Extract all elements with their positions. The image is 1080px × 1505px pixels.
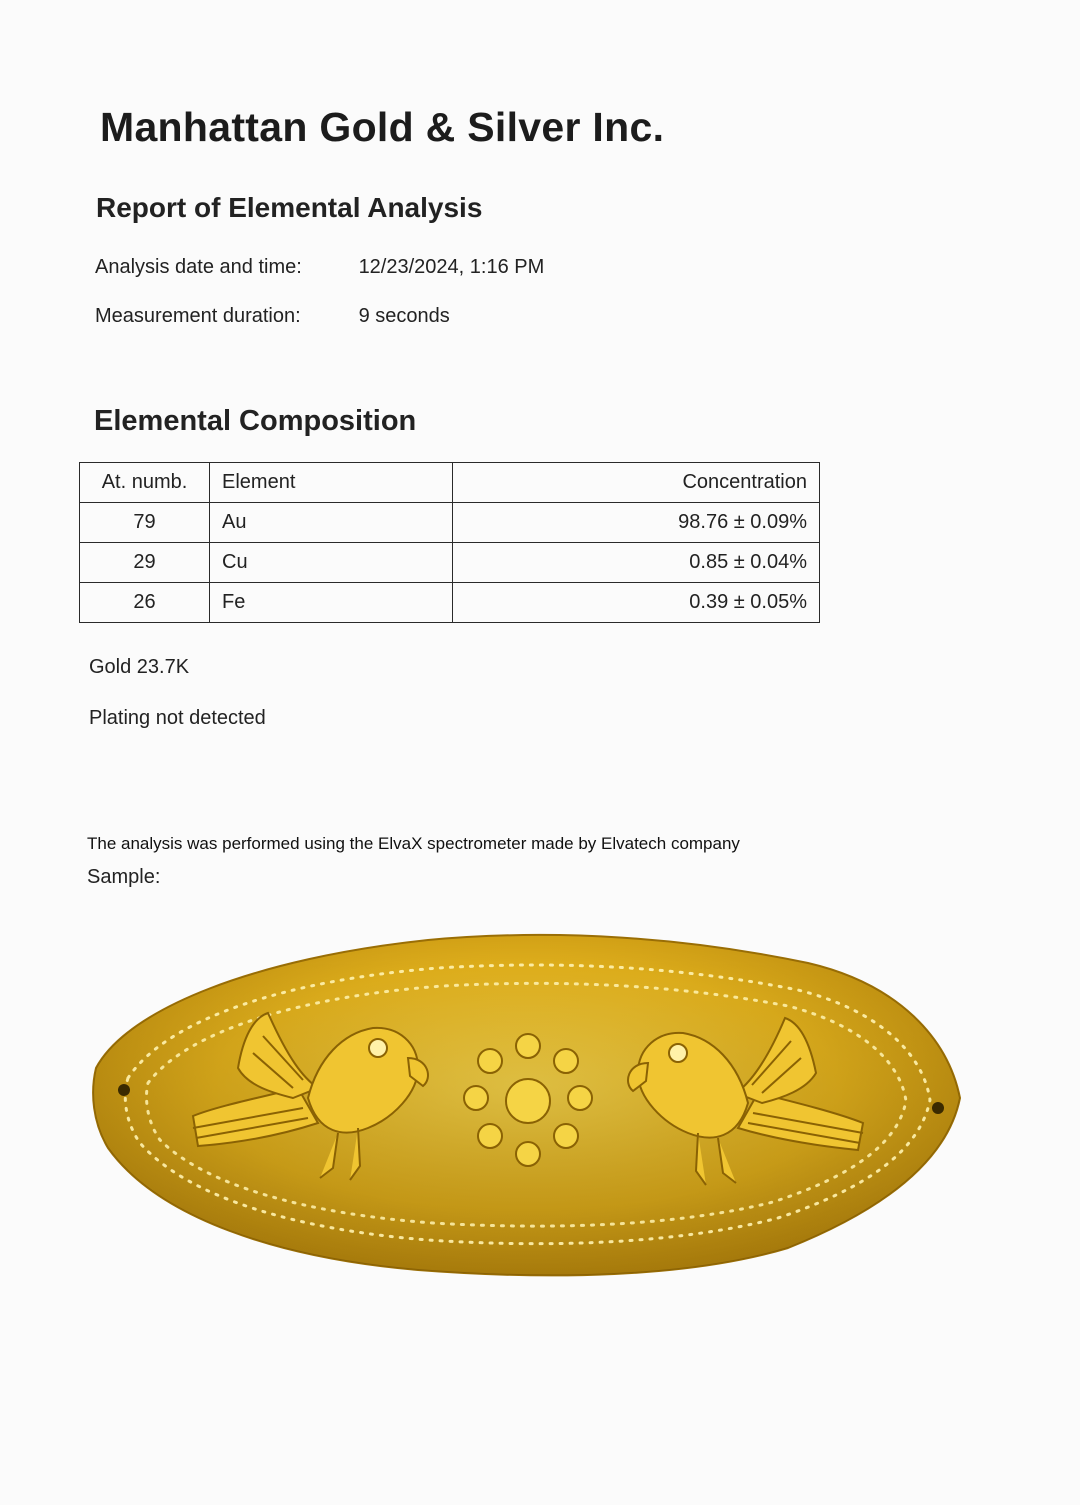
- table-header-row: [80, 463, 820, 503]
- cell-at-numb: 26: [80, 583, 210, 623]
- cell-element: Fe: [210, 583, 453, 623]
- table-row: [80, 583, 820, 623]
- composition-title: Elemental Composition: [94, 405, 417, 437]
- header-at-numb: At. numb.: [80, 463, 210, 503]
- cell-concentration: 98.76 ± 0.09%: [453, 503, 820, 543]
- sample-image: [88, 918, 968, 1288]
- analysis-date-value: 12/23/2024, 1:16 PM: [358, 256, 545, 278]
- spectrometer-credit: The analysis was performed using the ElvaX spectrometer made by Elvatech company: [87, 834, 740, 853]
- table-row: [80, 503, 820, 543]
- company-name: Manhattan Gold & Silver Inc.: [100, 104, 665, 150]
- report-title: Report of Elemental Analysis: [96, 192, 483, 223]
- measurement-duration-row: [95, 305, 450, 328]
- cell-concentration: 0.39 ± 0.05%: [453, 583, 820, 623]
- cell-at-numb: 29: [80, 543, 210, 583]
- cell-concentration: 0.85 ± 0.04%: [453, 543, 820, 583]
- karat-note: Gold 23.7K: [89, 656, 190, 678]
- cell-element: Au: [210, 503, 453, 543]
- plating-note: Plating not detected: [89, 707, 266, 729]
- analysis-date-row: [95, 256, 544, 279]
- composition-table: [79, 462, 820, 623]
- table-row: [80, 543, 820, 583]
- cell-element: Cu: [210, 543, 453, 583]
- measurement-duration-value: 9 seconds: [358, 305, 450, 327]
- header-element: Element: [210, 463, 453, 503]
- header-concentration: Concentration: [453, 463, 820, 503]
- rosette-icon: [464, 1034, 592, 1166]
- measurement-duration-label: Measurement duration:: [95, 305, 301, 327]
- cell-at-numb: 79: [80, 503, 210, 543]
- sample-label: Sample:: [87, 866, 161, 888]
- analysis-date-label: Analysis date and time:: [95, 256, 302, 278]
